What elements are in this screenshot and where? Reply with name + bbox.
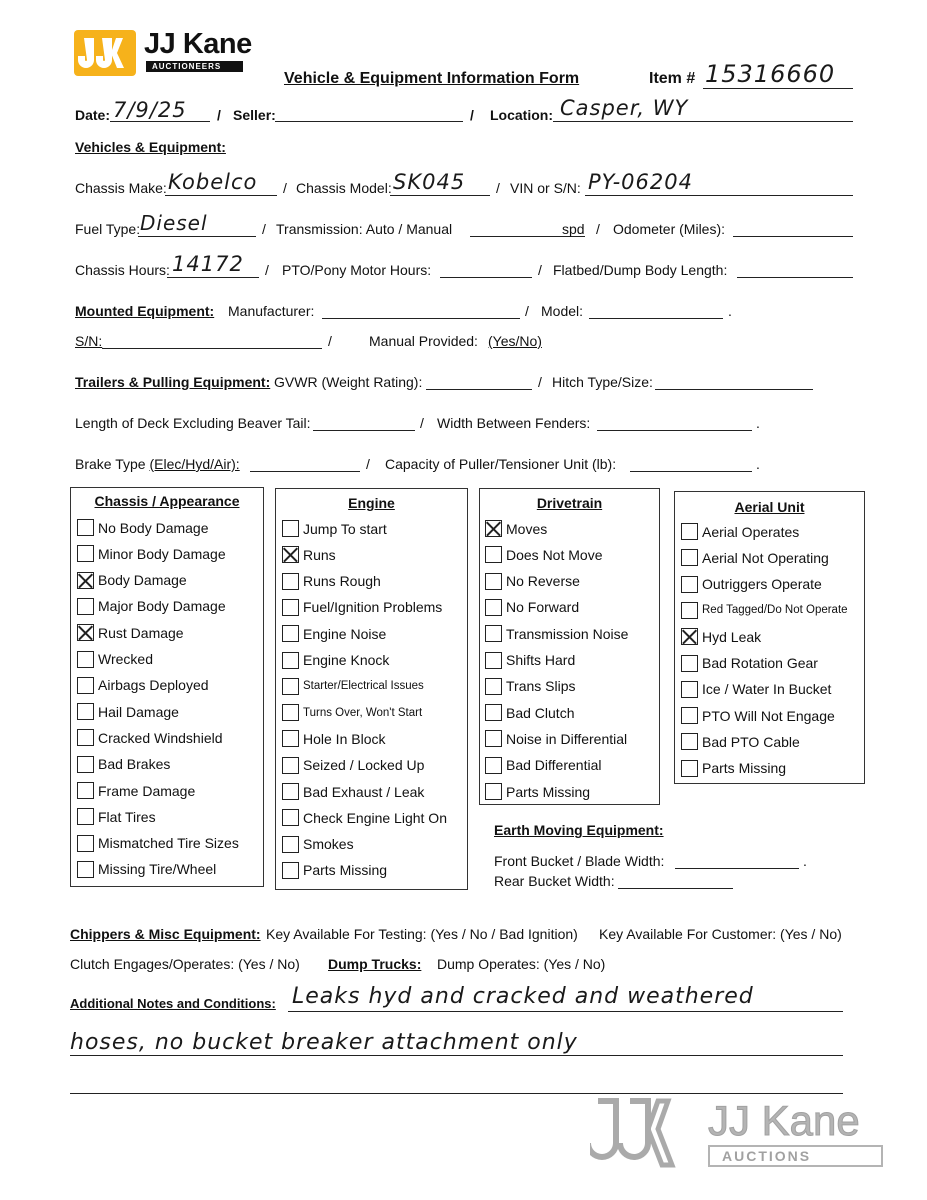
drivetrain-box: [479, 488, 660, 805]
chassis-model-value: SK045: [393, 170, 466, 194]
checkbox[interactable]: [282, 704, 299, 721]
company-logo: [72, 28, 267, 80]
checklist-item-bad-differential[interactable]: [485, 757, 601, 774]
checkbox-label: Red Tagged/Do Not Operate: [702, 604, 848, 617]
gvwr-label: GVWR (Weight Rating):: [274, 374, 423, 390]
model-underline: [390, 195, 490, 196]
chassis-make-value: Kobelco: [168, 170, 258, 194]
checkbox-label: Trans Slips: [506, 678, 576, 695]
chassis-make-label: Chassis Make:: [75, 180, 167, 196]
vehicles-heading: Vehicles & Equipment:: [75, 139, 226, 155]
checklist-item-turns-over-won-t-start[interactable]: [282, 704, 422, 721]
checkbox-label: No Forward: [506, 599, 580, 616]
checkbox[interactable]: [77, 677, 94, 694]
hours-sep: /: [265, 262, 269, 278]
fenders-underline: [597, 430, 752, 431]
checklist-item-trans-slips[interactable]: [485, 678, 576, 695]
notes-underline-2: [70, 1055, 843, 1056]
checklist-item-fuel-ignition-problems[interactable]: [282, 599, 442, 616]
checkbox[interactable]: [681, 733, 698, 750]
checkbox-label: No Reverse: [506, 573, 580, 590]
checkbox[interactable]: [681, 523, 698, 540]
checklist-item-mismatched-tire-sizes[interactable]: [77, 835, 239, 852]
rear-bucket-label: Rear Bucket Width:: [494, 873, 615, 889]
checklist-item-hyd-leak[interactable]: [681, 628, 761, 645]
checkbox[interactable]: [485, 520, 502, 537]
fuel-sep: /: [262, 221, 266, 237]
checkbox-label: Minor Body Damage: [98, 545, 226, 562]
checkbox-label: Hyd Leak: [702, 628, 762, 645]
hours-label: Chassis Hours:: [75, 262, 170, 278]
pto-underline: [440, 277, 532, 278]
checkbox[interactable]: [77, 703, 94, 720]
deck-sep: /: [420, 415, 424, 431]
gvwr-underline: [426, 389, 532, 390]
earth-moving-heading: Earth Moving Equipment:: [494, 822, 664, 838]
hours-underline: [167, 277, 259, 278]
checklist-item-missing-tire-wheel[interactable]: [77, 861, 216, 878]
checkbox[interactable]: [282, 862, 299, 879]
odo-underline: [733, 236, 853, 237]
watermark: [590, 1095, 900, 1175]
date-label: Date:: [75, 107, 111, 123]
manual-options: (Yes/No): [488, 333, 542, 349]
rear-bucket-underline: [618, 888, 733, 889]
checkbox-label: Cracked Windshield: [98, 729, 223, 746]
checklist-item-wrecked[interactable]: [77, 651, 153, 668]
checkbox[interactable]: [77, 756, 94, 773]
checklist-item-hail-damage[interactable]: [77, 703, 179, 720]
checkbox-label: Body Damage: [98, 572, 187, 589]
seller-sep: /: [470, 107, 474, 123]
checkbox-label: Does Not Move: [506, 546, 603, 563]
fuel-label: Fuel Type:: [75, 221, 141, 237]
checkbox-label: Runs: [303, 546, 336, 563]
engine-box: [275, 488, 468, 890]
checkbox-label: Bad Differential: [506, 757, 602, 774]
vin-underline: [585, 195, 853, 196]
checkbox-label: Aerial Not Operating: [702, 549, 829, 566]
manufacturer-underline: [322, 318, 520, 319]
checklist-item-aerial-operates[interactable]: [681, 523, 799, 540]
brake-type-options: (Elec/Hyd/Air):: [149, 456, 240, 472]
checkbox[interactable]: [77, 651, 94, 668]
checkbox[interactable]: [485, 783, 502, 800]
checklist-item-starter-electrical-issues[interactable]: [282, 678, 424, 695]
checkbox-label: Wrecked: [98, 651, 153, 667]
aerial-box-title: Aerial Unit: [734, 499, 805, 515]
checklist-item-transmission-noise[interactable]: [485, 625, 628, 642]
date-underline: [110, 121, 210, 122]
checkbox-label: PTO Will Not Engage: [702, 707, 835, 724]
dump-operates-text: Dump Operates: (Yes / No): [437, 956, 606, 972]
checkbox[interactable]: [681, 655, 698, 672]
checklist-item-body-damage[interactable]: [77, 572, 187, 589]
checkbox[interactable]: [282, 599, 299, 616]
checkbox-label: Aerial Operates: [702, 523, 800, 540]
checklist-item-no-body-damage[interactable]: [77, 519, 209, 536]
location-value: Casper, WY: [560, 96, 689, 120]
checklist-item-moves[interactable]: [485, 520, 547, 537]
capacity-label: Capacity of Puller/Tensioner Unit (lb):: [385, 456, 617, 472]
checklist-item-minor-body-damage[interactable]: [77, 545, 226, 562]
gvwr-sep: /: [538, 374, 542, 390]
checklist-item-outriggers-operate[interactable]: [681, 576, 822, 593]
checkbox[interactable]: [485, 573, 502, 590]
checklist-item-runs-rough[interactable]: [282, 573, 381, 590]
hours-value: 14172: [172, 252, 244, 276]
checklist-item-parts-missing[interactable]: [282, 862, 387, 879]
watermark-brand: JJ Kane: [708, 1097, 860, 1144]
form-title: Vehicle & Equipment Information Form: [284, 70, 580, 87]
transmission-label: Transmission: Auto / Manual: [276, 221, 453, 237]
checkbox[interactable]: [282, 836, 299, 853]
mounted-heading: Mounted Equipment:: [75, 303, 215, 319]
checkbox-label: Airbags Deployed: [98, 677, 209, 694]
hitch-underline: [655, 389, 813, 390]
location-label: Location:: [490, 107, 553, 123]
odometer-label: Odometer (Miles):: [613, 221, 726, 237]
flatbed-underline: [737, 277, 853, 278]
notes-underline-3: [70, 1093, 843, 1094]
pto-hours-label: PTO/Pony Motor Hours:: [282, 262, 432, 278]
checkbox-label: Engine Knock: [303, 652, 390, 668]
checkbox-label: Ice / Water In Bucket: [702, 681, 832, 698]
checkbox[interactable]: [485, 599, 502, 616]
logo-brand: JJ Kane: [144, 28, 252, 60]
front-bucket-underline: [675, 868, 799, 869]
manual-label: Manual Provided:: [369, 333, 478, 349]
checkbox-label: Major Body Damage: [98, 598, 226, 615]
checkbox-label: Flat Tires: [98, 808, 156, 825]
checklist-item-red-tagged-do-not-operate[interactable]: [681, 602, 848, 619]
checkbox[interactable]: [282, 520, 299, 537]
fuel-value: Diesel: [140, 211, 208, 235]
checkbox[interactable]: [485, 730, 502, 747]
checkbox-label: Moves: [506, 520, 548, 537]
checkbox[interactable]: [681, 707, 698, 724]
checklist-item-jump-to-start[interactable]: [282, 520, 387, 537]
checkbox-label: Bad Exhaust / Leak: [303, 783, 425, 800]
item-underline: [703, 88, 853, 89]
checklist-item-shifts-hard[interactable]: [485, 652, 575, 669]
logo-sub: AUCTIONEERS: [146, 61, 243, 72]
checkbox-label: Seized / Locked Up: [303, 757, 425, 774]
checkbox[interactable]: [681, 549, 698, 566]
checklist-item-no-forward[interactable]: [485, 599, 579, 616]
drivetrain-box-title: Drivetrain: [536, 495, 603, 511]
checkbox-label: Hail Damage: [98, 703, 179, 720]
checkbox[interactable]: [77, 808, 94, 825]
chippers-heading: Chippers & Misc Equipment:: [70, 926, 261, 942]
checklist-item-smokes[interactable]: [282, 836, 354, 853]
key-testing-text: Key Available For Testing: (Yes / No / Bad Ignition): [266, 926, 578, 942]
front-bucket-dot: .: [803, 853, 807, 869]
checkbox-label: Turns Over, Won't Start: [303, 706, 423, 719]
checkbox-label: No Body Damage: [98, 519, 209, 536]
brake-sep: /: [366, 456, 370, 472]
checkbox-label: Bad Clutch: [506, 704, 575, 721]
notes-label: Additional Notes and Conditions:: [70, 996, 276, 1011]
checkbox[interactable]: [282, 783, 299, 800]
checkbox-label: Missing Tire/Wheel: [98, 861, 217, 878]
checkbox-label: Outriggers Operate: [702, 576, 822, 593]
sn-sep: /: [328, 333, 332, 349]
seller-label: Seller:: [233, 107, 276, 123]
checkbox[interactable]: [681, 628, 698, 645]
checkbox-label: Smokes: [303, 836, 354, 853]
checkbox-label: Runs Rough: [303, 573, 381, 590]
make-sep: /: [283, 180, 287, 196]
checkbox[interactable]: [485, 652, 502, 669]
checklist-item-parts-missing[interactable]: [485, 783, 590, 800]
fenders-label: Width Between Fenders:: [437, 415, 591, 431]
checkbox-label: Engine Noise: [303, 625, 387, 642]
item-value: 15316660: [705, 60, 836, 88]
checkbox-label: Transmission Noise: [506, 625, 629, 642]
deck-label: Length of Deck Excluding Beaver Tail:: [75, 415, 311, 431]
sn-underline: [102, 348, 322, 349]
checkbox[interactable]: [485, 625, 502, 642]
checkbox[interactable]: [681, 602, 698, 619]
checkbox-label: Shifts Hard: [506, 652, 576, 668]
checkbox[interactable]: [282, 625, 299, 642]
make-underline: [165, 195, 277, 196]
checklist-item-hole-in-block[interactable]: [282, 730, 385, 747]
front-bucket-label: Front Bucket / Blade Width:: [494, 853, 665, 869]
flatbed-label: Flatbed/Dump Body Length:: [553, 262, 728, 278]
aerial-unit-box: [674, 491, 865, 784]
checkbox-label: Parts Missing: [702, 760, 787, 777]
mounted-sn-label: S/N:: [75, 333, 103, 349]
checkbox-label: Mismatched Tire Sizes: [98, 835, 239, 852]
checkbox-label: Hole In Block: [303, 730, 386, 747]
checklist-item-engine-noise[interactable]: [282, 625, 386, 642]
capacity-dot: .: [756, 456, 760, 472]
checklist-item-noise-in-differential[interactable]: [485, 730, 627, 747]
checkbox[interactable]: [282, 730, 299, 747]
clutch-text: Clutch Engages/Operates: (Yes / No): [70, 956, 300, 972]
checkbox[interactable]: [77, 519, 94, 536]
mounted-model-underline: [589, 318, 723, 319]
checkbox[interactable]: [485, 678, 502, 695]
manufacturer-sep: /: [525, 303, 529, 319]
deck-underline: [313, 430, 415, 431]
checkbox[interactable]: [282, 652, 299, 669]
key-customer-text: Key Available For Customer: (Yes / No): [599, 926, 842, 942]
checklist-item-bad-brakes[interactable]: [77, 756, 170, 773]
vin-value: PY-06204: [588, 170, 693, 194]
checkbox[interactable]: [282, 757, 299, 774]
checklist-item-frame-damage[interactable]: [77, 782, 195, 799]
checkbox-label: Parts Missing: [303, 862, 388, 879]
checkbox[interactable]: [681, 760, 698, 777]
notes-line1: Leaks hyd and cracked and weathered: [292, 984, 754, 1009]
checkbox[interactable]: [282, 678, 299, 695]
checkbox-label: Parts Missing: [506, 783, 591, 800]
checklist-item-no-reverse[interactable]: [485, 573, 580, 590]
chassis-model-label: Chassis Model:: [296, 180, 392, 196]
checklist-item-check-engine-light-on[interactable]: [282, 809, 447, 826]
checkbox[interactable]: [485, 546, 502, 563]
watermark-sub: AUCTIONS: [708, 1145, 883, 1167]
notes-line2: hoses, no bucket breaker attachment only: [70, 1030, 578, 1055]
checkbox[interactable]: [77, 545, 94, 562]
checkbox-label: Starter/Electrical Issues: [303, 680, 424, 693]
dump-trucks-heading: Dump Trucks:: [328, 956, 422, 972]
checklist-item-aerial-not-operating[interactable]: [681, 549, 829, 566]
checkbox[interactable]: [485, 757, 502, 774]
trans-sep: /: [596, 221, 600, 237]
spd-label: spd: [562, 221, 585, 237]
jj-logo-icon: [72, 28, 138, 78]
checkbox[interactable]: [485, 704, 502, 721]
brake-underline: [250, 471, 360, 472]
checkbox-label: Frame Damage: [98, 782, 196, 799]
checkbox-label: Noise in Differential: [506, 730, 628, 747]
pto-sep: /: [538, 262, 542, 278]
date-sep: /: [217, 107, 221, 123]
checkbox-label: Jump To start: [303, 520, 387, 537]
checkbox-label: Check Engine Light On: [303, 809, 447, 826]
checkbox[interactable]: [282, 546, 299, 563]
checkbox[interactable]: [77, 598, 94, 615]
mounted-model-label: Model:: [541, 303, 584, 319]
checklist-item-bad-clutch[interactable]: [485, 704, 574, 721]
vin-label: VIN or S/N:: [510, 180, 581, 196]
checkbox[interactable]: [681, 576, 698, 593]
checkbox[interactable]: [77, 782, 94, 799]
checklist-item-flat-tires[interactable]: [77, 808, 156, 825]
checkbox-label: Rust Damage: [98, 624, 184, 641]
capacity-underline: [630, 471, 752, 472]
checklist-item-engine-knock[interactable]: [282, 652, 389, 669]
checkbox[interactable]: [77, 729, 94, 746]
checkbox[interactable]: [282, 573, 299, 590]
checklist-item-pto-will-not-engage[interactable]: [681, 707, 835, 724]
checkbox[interactable]: [77, 572, 94, 589]
checklist-item-airbags-deployed[interactable]: [77, 677, 209, 694]
checkbox[interactable]: [77, 624, 94, 641]
fuel-underline: [138, 236, 256, 237]
item-label: Item #: [649, 70, 696, 87]
watermark-jk-icon: [590, 1095, 700, 1173]
checklist-item-ice-water-in-bucket[interactable]: [681, 681, 831, 698]
fenders-dot: .: [756, 415, 760, 431]
checklist-item-cracked-windshield[interactable]: [77, 729, 223, 746]
checklist-item-does-not-move[interactable]: [485, 546, 602, 563]
checklist-item-runs[interactable]: [282, 546, 336, 563]
checkbox-label: Bad Rotation Gear: [702, 655, 818, 671]
engine-box-title: Engine: [348, 495, 395, 511]
checklist-item-major-body-damage[interactable]: [77, 598, 226, 615]
model-sep: /: [496, 180, 500, 196]
checklist-item-bad-rotation-gear[interactable]: [681, 655, 818, 672]
date-value: 7/9/25: [113, 98, 187, 122]
brake-type-text: Brake Type: [75, 456, 146, 472]
checklist-item-seized-locked-up[interactable]: [282, 757, 424, 774]
checklist-item-bad-exhaust-leak[interactable]: [282, 783, 424, 800]
chassis-box-title: Chassis / Appearance: [94, 493, 240, 509]
mounted-model-dot: .: [728, 303, 732, 319]
checkbox[interactable]: [282, 809, 299, 826]
brake-type-label: [75, 456, 240, 472]
location-underline: [553, 121, 853, 122]
seller-underline: [275, 121, 463, 122]
checkbox-label: Fuel/Ignition Problems: [303, 599, 443, 616]
checkbox[interactable]: [77, 861, 94, 878]
manufacturer-label: Manufacturer:: [228, 303, 315, 319]
checkbox-label: Bad Brakes: [98, 756, 171, 773]
checklist-item-parts-missing[interactable]: [681, 760, 786, 777]
trailers-heading: Trailers & Pulling Equipment:: [75, 374, 271, 390]
checkbox[interactable]: [77, 835, 94, 852]
checklist-item-bad-pto-cable[interactable]: [681, 733, 800, 750]
hitch-label: Hitch Type/Size:: [552, 374, 653, 390]
notes-underline-1: [288, 1011, 843, 1012]
checklist-item-rust-damage[interactable]: [77, 624, 184, 641]
chassis-appearance-box: [70, 487, 264, 887]
checkbox-label: Bad PTO Cable: [702, 733, 800, 750]
checkbox[interactable]: [681, 681, 698, 698]
